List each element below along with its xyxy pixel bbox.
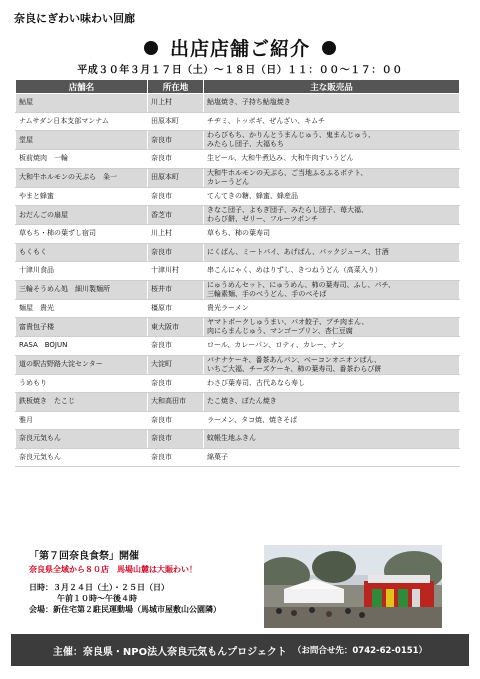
table-row (16, 94, 460, 113)
shop-name-cell: 草もち・柿の葉ずし宿司 (16, 225, 148, 244)
shop-location-cell: 奈良市 (148, 411, 204, 430)
footer-banner (11, 634, 469, 666)
shop-items-cell: 綿菓子 (204, 448, 460, 467)
footer-organizer: 主催：奈良県・NPO法人奈良元気もんプロジェクト (52, 646, 287, 658)
bullet-dot-icon (322, 41, 336, 55)
shop-items-cell: にくばん、ミートパイ、あげぱん、パックジュース、甘酒 (204, 243, 460, 262)
shop-name-cell: 三輪そうめん処 細川製麺所 (16, 280, 148, 299)
table-row (16, 187, 460, 206)
shop-items-cell: 生ビール、大和牛煮込み、大和牛肉すいうどん (204, 150, 460, 169)
shop-location-cell: 奈良市 (148, 448, 204, 467)
shop-name-cell: 奈良元気もん (16, 430, 148, 449)
festival-photo-illustration (264, 545, 442, 628)
shop-items-cell: てんてきの糖、蜂蜜、蜂産品 (204, 187, 460, 206)
shop-location-cell: 奈良市 (148, 374, 204, 393)
shop-items-cell: 蚊帳生地ふきん (204, 430, 460, 449)
table-row (16, 299, 460, 318)
table-row (16, 280, 460, 299)
shop-items-cell: 串こんにゃく、めはりずし、きつねうどん（高菜入り） (204, 262, 460, 281)
event-title (29, 551, 259, 563)
shop-items-cell: にゅうめんセット、にゅうめん、柿の葉寿司、ふし、パチ、 三輪素麺、手のべうどん、手のべそば (204, 280, 460, 299)
table-row (16, 206, 460, 225)
shop-items-cell: 鮎塩焼き、子持ち鮎塩焼き (204, 94, 460, 113)
shop-name-cell: 麺屋 貴光 (16, 299, 148, 318)
shop-location-cell: 田原本町 (148, 112, 204, 131)
shop-items-cell: 大和牛ホルモンの天ぷら、ご当地ふるふるポテト、 カレーうどん (204, 168, 460, 187)
event-title-suffix: 開催 (119, 551, 139, 562)
shop-name-cell: ナムサダン日本支部マンナム (16, 112, 148, 131)
column-header-location: 所在地 (148, 80, 204, 94)
shop-name-cell: 奈良元気もん (16, 448, 148, 467)
shop-items-cell: わらびもち、かりんとうまんじゅう、鬼まんじゅう、 みたらし団子、大福もち (204, 131, 460, 150)
shop-location-cell: 十津川村 (148, 262, 204, 281)
shop-location-cell: 奈良市 (148, 337, 204, 356)
shop-location-cell: 香芝市 (148, 206, 204, 225)
shop-name-cell: 十津川食品 (16, 262, 148, 281)
footer-contact: （お問合せ先：0742-62-0151） (292, 646, 428, 656)
event-announcement (29, 551, 259, 631)
table-header-row (16, 80, 460, 94)
shop-name-cell: RASA BOJUN (16, 337, 148, 356)
event-subtitle: 奈良県全域から８０店 馬場山麓は大賑わい！ (29, 565, 197, 574)
column-header-name: 店舗名 (16, 80, 148, 94)
event-date: 日時：３月２４日（土）・２５日（日） (29, 583, 169, 592)
shop-location-cell: 田原本町 (148, 168, 204, 187)
table-row (16, 225, 460, 244)
shop-location-cell: 大和高田市 (148, 393, 204, 412)
shop-name-cell: 雅月 (16, 411, 148, 430)
shop-table-body (16, 94, 460, 467)
shop-name-cell: やまと蜂蜜 (16, 187, 148, 206)
shop-location-cell: 奈良市 (148, 243, 204, 262)
shop-location-cell: 奈良市 (148, 150, 204, 169)
table-row (16, 411, 460, 430)
shop-items-cell: ヤマトポークしゅうまい、パオ餃子、プチ肉まん、 肉にらまんじゅう、マンゴープリン、杏仁豆腐 (204, 318, 460, 337)
bullet-dot-icon (144, 41, 158, 55)
shop-items-cell: ロール、カレーパン、ロティ、カレー、ナン (204, 337, 460, 356)
header-subtitle: 奈良にぎわい味わい回廊 (14, 12, 135, 25)
shop-name-cell: 道の駅吉野路大淀センター (16, 355, 148, 374)
shop-name-cell: 富貴包子楼 (16, 318, 148, 337)
shop-items-cell: わさび葉寿司、古代あなら寿し (204, 374, 460, 393)
table-row (16, 337, 460, 356)
shop-items-cell: 草もち、柿の葉寿司 (204, 225, 460, 244)
event-date-line: 平成３０年３月１７日（土）～１８日（日）１１：００～１７：００ (77, 65, 403, 76)
shop-name-cell: 大和牛ホルモンの天ぷら 粂一 (16, 168, 148, 187)
table-row (16, 393, 460, 412)
festival-photo (264, 545, 442, 628)
event-time: 午前１０時～午後４時 (57, 594, 137, 603)
table-row (16, 374, 460, 393)
page-title-text: 出店店舗ご紹介 (169, 38, 310, 60)
shop-name-cell: もくもく (16, 243, 148, 262)
shop-name-cell: 鉄板焼き たこじ (16, 393, 148, 412)
shop-location-cell: 奈良市 (148, 131, 204, 150)
shop-name-cell: うめもり (16, 374, 148, 393)
column-header-items: 主な販売品 (204, 80, 460, 94)
shop-items-cell: きなこ団子、よもぎ団子、みたらし団子、苺大福、 わらび餅、ゼリー、フルーツポンチ (204, 206, 460, 225)
shop-items-cell: たこ焼き、ぼたん焼き (204, 393, 460, 412)
table-row (16, 243, 460, 262)
shop-name-cell: 鮎屋 (16, 94, 148, 113)
shop-location-cell: 奈良市 (148, 430, 204, 449)
table-row (16, 131, 460, 150)
table-row (16, 355, 460, 374)
shop-name-cell: おだんごの扇屋 (16, 206, 148, 225)
shop-name-cell: 板前焼肉 一輪 (16, 150, 148, 169)
shop-location-cell: 奈良市 (148, 187, 204, 206)
shop-location-cell: 橿原市 (148, 299, 204, 318)
shop-location-cell: 川上村 (148, 225, 204, 244)
shop-name-cell: 堂屋 (16, 131, 148, 150)
table-row (16, 262, 460, 281)
shop-items-cell: 貴光ラーメン (204, 299, 460, 318)
event-title-prefix: 「第７回奈良食祭」 (29, 551, 119, 562)
shop-items-cell: チヂミ、トッポギ、ぜんざい、キムチ (204, 112, 460, 131)
table-row (16, 448, 460, 467)
shop-table (15, 79, 460, 467)
table-row (16, 168, 460, 187)
shop-location-cell: 大淀町 (148, 355, 204, 374)
table-row (16, 112, 460, 131)
shop-location-cell: 東大阪市 (148, 318, 204, 337)
page-title (0, 34, 480, 61)
table-row (16, 150, 460, 169)
event-venue: 会場：新住宅第２駐民運動場（馬城市屋敷山公園隣） (29, 605, 221, 614)
shop-items-cell: バナナケーキ、番茶あんパン、ベーコンオニオンぱん、 いちご大福、チーズケーキ、柿の葉寿司、番茶わらび餅 (204, 355, 460, 374)
shop-location-cell: 桜井市 (148, 280, 204, 299)
table-row (16, 318, 460, 337)
shop-location-cell: 川上村 (148, 94, 204, 113)
table-row (16, 430, 460, 449)
shop-items-cell: ラーメン、タコ焼、焼きそば (204, 411, 460, 430)
